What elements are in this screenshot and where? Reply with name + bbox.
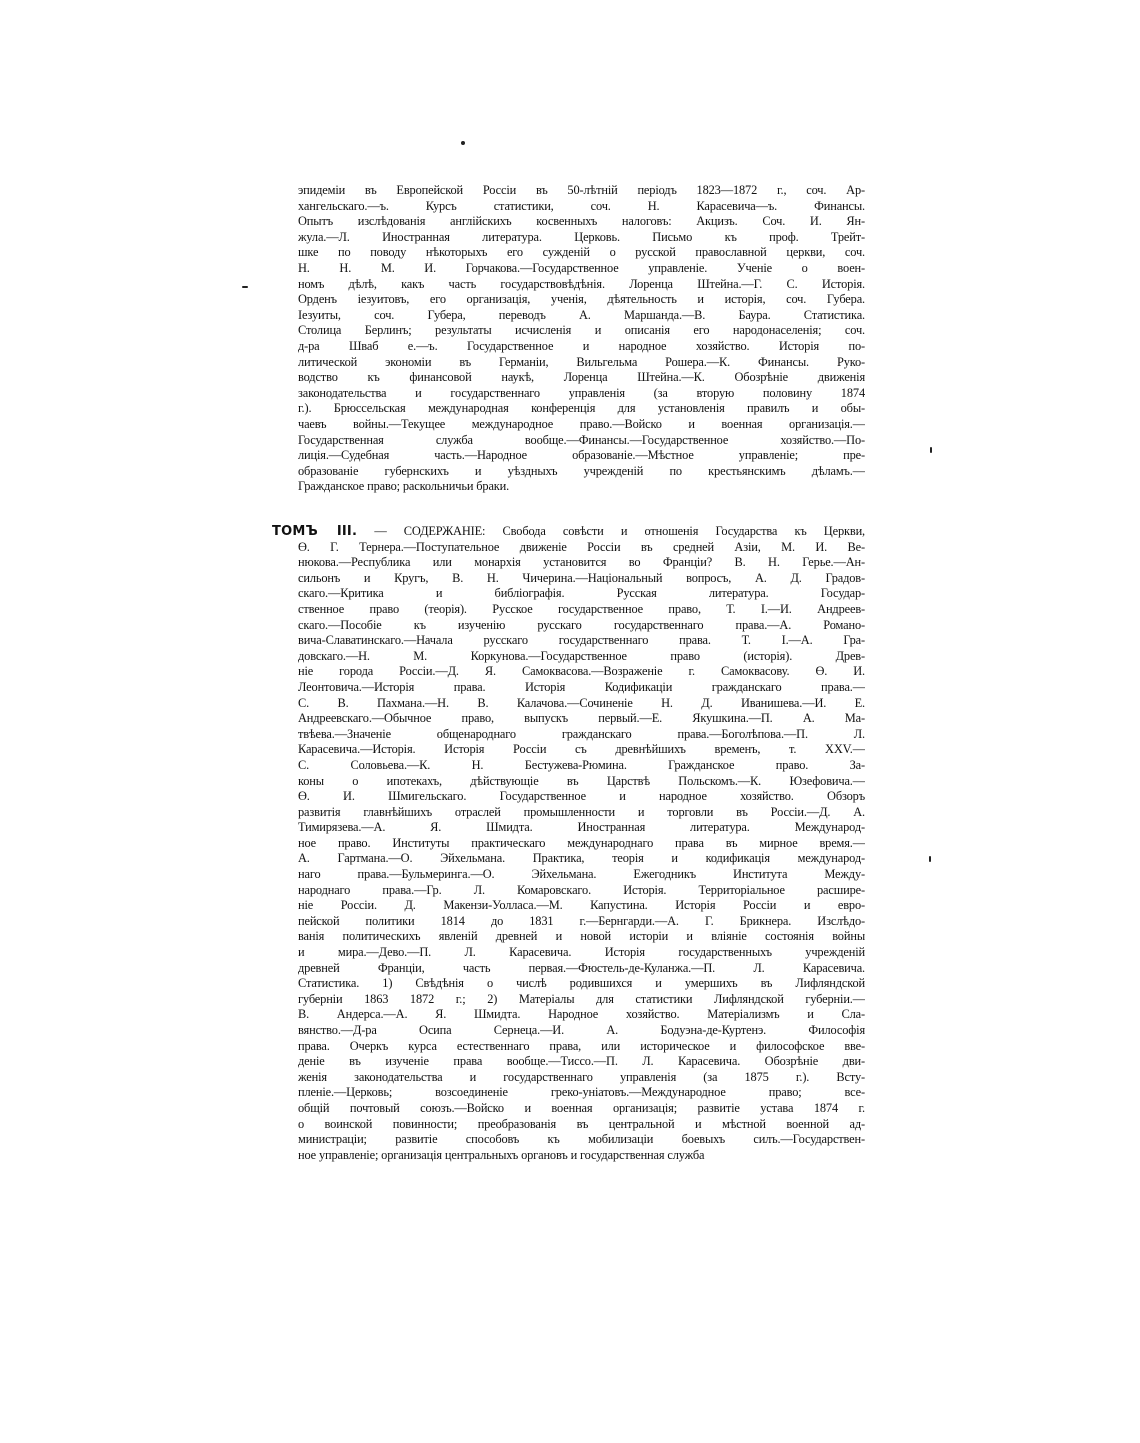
scan-speck <box>930 447 932 453</box>
text-line: С. В. Пахмана.—Н. В. Калачова.—Сочиненіе Н. Д. Иванишева.—И. Е. <box>298 695 865 710</box>
text-line: г.). Брюссельская международная конференція для установленія правилъ и обы- <box>298 401 865 416</box>
text-line: законодательства и государственнаго управленія (за вторую половину 1874 <box>298 385 865 400</box>
contents-paragraph-continued <box>298 183 865 495</box>
text-line: развитія главнѣйшихъ отраслей промышленности и торговли въ Россіи.—Д. А. <box>298 804 865 819</box>
text-line: Тимирязева.—А. Я. Шмидта. Иностранная литература. Международ- <box>298 820 865 835</box>
text-line: образованіе губернскихъ и уѣздныхъ учрежденій по крестьянскимъ дѣламъ.— <box>298 463 865 478</box>
text-line: скаго.—Критика и библіографія. Русская литература. Государ- <box>298 586 865 601</box>
text-line: номъ дѣлѣ, какъ часть государствовѣдѣнія. Лоренца Штейна.—Г. С. Исторія. <box>298 276 865 291</box>
scan-speck <box>242 286 248 288</box>
text-line: лиція.—Судебная часть.—Народное образованіе.—Мѣстное управленіе; пре- <box>298 448 865 463</box>
text-line: древней Франціи, часть первая.—Фюстель-де-Куланжа.—П. Л. Карасевича. <box>298 960 865 975</box>
text-line: общій почтовый союзъ.—Войско и военная организація; развитіе устава 1874 г. <box>298 1100 865 1115</box>
text-line: ственное право (теорія). Русское государственное право, Т. I.—И. Андреев- <box>298 601 865 616</box>
text-line: литической экономіи въ Германіи, Вильгельма Рошера.—К. Финансы. Руко- <box>298 354 865 369</box>
text-run: — СОДЕРЖАНІЕ: Свобода совѣсти и отношенія Государства къ Церкви, <box>374 524 865 538</box>
text-line: пейской политики 1814 до 1831 г.—Бернгарди.—А. Г. Брикнера. Изслѣдо- <box>298 913 865 928</box>
text-line: Ө. Г. Тернера.—Поступательное движеніе Россіи въ средней Азіи, М. И. Ве- <box>298 539 865 554</box>
volume-heading: ТОМЪ III. <box>272 524 358 539</box>
text-line: А. Гартмана.—О. Эйхельмана. Практика, теорія и кодификація международ- <box>298 851 865 866</box>
text-line: права. Очеркъ курса естественнаго права, или историческое и философское вве- <box>298 1038 865 1053</box>
text-line: Леонтовича.—Исторія права. Исторія Кодификаціи гражданскаго права.— <box>298 679 865 694</box>
text-line: ное управленіе; организація центральныхъ органовъ и государственная служба <box>298 1147 705 1162</box>
text-line: губерніи 1863 1872 г.; 2) Матеріалы для статистики Лифляндской губерніи.— <box>298 991 865 1006</box>
scan-speck <box>461 141 465 145</box>
text-line: Н. Н. М. И. Горчакова.—Государственное управленіе. Ученіе о воен- <box>298 260 865 275</box>
text-line: Столица Берлинъ; результаты исчисленія и описанія его народонаселенія; соч. <box>298 323 865 338</box>
text-line: коны о ипотекахъ, дѣйствующіе въ Царствѣ Польскомъ.—К. Юзефовича.— <box>298 773 865 788</box>
text-line: сильонъ и Кругъ, В. Н. Чичерина.—Національный вопросъ, А. Д. Градов- <box>298 570 865 585</box>
text-line: вича-Славатинскаго.—Начала русскаго государственнаго права. Т. I.—А. Гра- <box>298 633 865 648</box>
text-line: В. Андерса.—А. Я. Шмидта. Народное хозяйство. Матеріализмъ и Сла- <box>298 1007 865 1022</box>
text-line: шке по поводу нѣкоторыхъ его сужденій о русской православной церкви, соч. <box>298 245 865 260</box>
text-line: наго права.—Бульмеринга.—О. Эйхельмана. Ежегодникъ Института Между- <box>298 867 865 882</box>
text-line: Андреевскаго.—Обычное право, выпускъ первый.—Е. Якушкина.—П. А. Ма- <box>298 711 865 726</box>
text-line: ванія политическихъ явленій древней и новой исторіи и вліяніе состоянія войны <box>298 929 865 944</box>
scan-speck <box>929 856 931 862</box>
text-line: довскаго.—Н. М. Коркунова.—Государственное право (исторія). Древ- <box>298 648 865 663</box>
text-line: чаевъ войны.—Текущее международное право.—Войско и военная организація.— <box>298 416 865 431</box>
text-line: Ө. И. Шмигельскаго. Государственное и народное хозяйство. Обзоръ <box>298 789 865 804</box>
text-line: С. Соловьева.—К. Н. Бестужева-Рюмина. Гражданское право. За- <box>298 757 865 772</box>
text-line: эпидеміи въ Европейской Россіи въ 50-лѣтній періодъ 1823—1872 г., соч. Ар- <box>298 183 865 197</box>
text-line: нюкова.—Республика или монархія установится во Франціи? В. Н. Герье.—Ан- <box>298 555 865 570</box>
text-line: водство къ финансовой наукѣ, Лоренца Штейна.—К. Обозрѣніе движенія <box>298 370 865 385</box>
text-line: ніе Россіи. Д. Макензи-Уолласа.—М. Капустина. Исторія Россіи и евро- <box>298 898 865 913</box>
text-line: жула.—Л. Иностранная литература. Церковь. Письмо къ проф. Трейт- <box>298 229 865 244</box>
text-line: Карасевича.—Исторія. Исторія Россіи съ древнѣйшихъ временъ, т. XXV.— <box>298 742 865 757</box>
text-line: твѣева.—Значеніе общенароднаго гражданскаго права.—Боголѣпова.—П. Л. <box>298 726 865 741</box>
text-line: пленіе.—Церковь; возсоединеніе греко-уніатовъ.—Международное право; все- <box>298 1085 865 1100</box>
text-line: женія законодательства и государственнаго управленія (за 1875 г.). Всту- <box>298 1069 865 1084</box>
text-line: скаго.—Пособіе къ изученію русскаго государственнаго права.—А. Романо- <box>298 617 865 632</box>
text-line: хангельскаго.—ъ. Курсъ статистики, соч. Н. Карасевича—ъ. Финансы. <box>298 198 865 213</box>
text-line <box>272 524 865 540</box>
text-line: министраціи; развитіе способовъ къ мобилизаціи боевыхъ силъ.—Государствен- <box>298 1132 865 1147</box>
text-line: Гражданское право; раскольничьи браки. <box>298 479 510 494</box>
text-line: вянство.—Д-ра Осипа Сернеца.—И. А. Бодуэна-де-Куртенэ. Философія <box>298 1023 865 1037</box>
text-line: Статистика. 1) Свѣдѣнія о числѣ родившихся и умершихъ въ Лифляндской <box>298 976 865 991</box>
text-line: д-ра Шваб е.—ъ. Государственное и народное хозяйство. Исторія по- <box>298 338 865 353</box>
text-line: народнаго права.—Гр. Л. Комаровскаго. Исторія. Территоріальное расшире- <box>298 882 865 897</box>
text-line: ніе города Россіи.—Д. Я. Самоквасова.—Возраженіе г. Самоквасову. Ө. И. <box>298 664 865 679</box>
text-line: Государственная служба вообще.—Финансы.—Государственное хозяйство.—По- <box>298 432 865 447</box>
text-line: Орденъ іезуитовъ, его организація, ученія, дѣятельность и исторія, соч. Губера. <box>298 292 865 307</box>
contents-paragraph-volume-3 <box>272 524 865 1163</box>
text-line: Опытъ изслѣдованія англійскихъ косвенныхъ налоговъ: Акцизъ. Соч. И. Ян- <box>298 214 865 229</box>
text-line: ное право. Институты практическаго международнаго права въ мирное время.— <box>298 835 865 850</box>
text-line: о воинской повинности; преобразованія въ центральной и мѣстной военной ад- <box>298 1116 865 1131</box>
text-line: Іезуиты, соч. Губера, переводъ А. Маршанда.—В. Баура. Статистика. <box>298 307 865 322</box>
text-line: и мира.—Дево.—П. Л. Карасевича. Исторія государственныхъ учрежденій <box>298 945 865 960</box>
text-line: деніе въ изученіе права вообще.—Тиссо.—П. Л. Карасевича. Обозрѣніе дви- <box>298 1054 865 1069</box>
